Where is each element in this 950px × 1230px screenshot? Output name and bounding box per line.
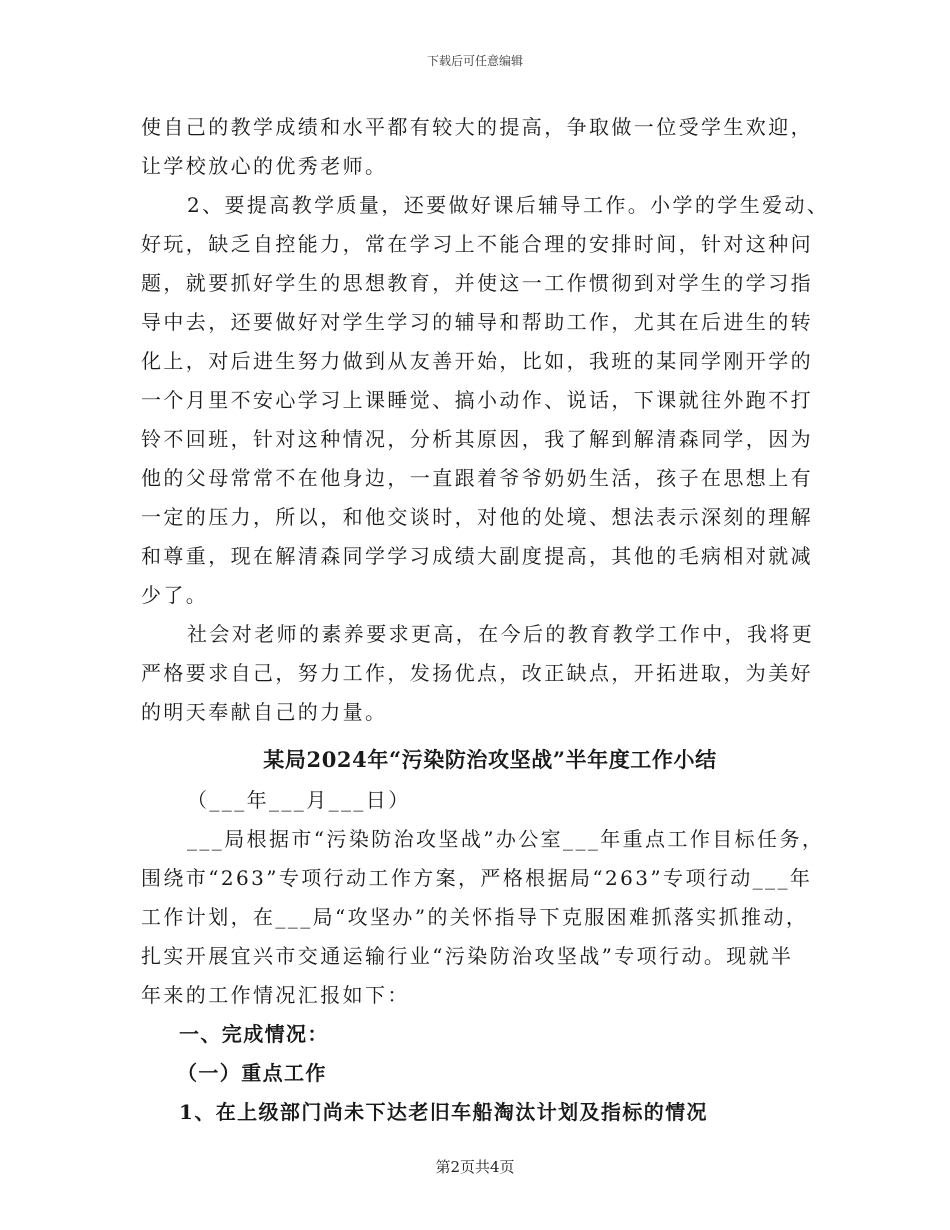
body-line: 他的父母常常不在他身边，一直跟着爷爷奶奶生活，孩子在思想上有 [141,466,813,490]
report-line: 工作计划，在___局“攻坚办”的关怀指导下克服困难抓落实抓推动， [141,905,809,929]
body-line: 使自己的教学成绩和水平都有较大的提高，争取做一位受学生欢迎， [141,115,813,139]
body-line: 铃不回班，针对这种情况，分析其原因，我了解到解清森同学，因为 [141,427,813,451]
body-line: 一个月里不安心学习上课睡觉、搞小动作、说话，下课就往外跑不打 [141,388,813,412]
report-line: 扎实开展宜兴市交通运输行业“污染防治攻坚战”专项行动。现就半 [141,944,794,968]
body-line: 少了。 [141,583,209,607]
document-title: 某局2024年“污染防治攻坚战”半年度工作小结 [263,747,717,772]
body-line: 导中去，还要做好对学生学习的辅导和帮助工作，尤其在后进生的转 [141,310,813,334]
report-line: 围绕市“263”专项行动工作方案，严格根据局“263”专项行动___年 [141,866,813,890]
subsection-heading: （一）重点工作 [177,1061,327,1085]
body-line: 题，就要抓好学生的思想教育，并使这一工作惯彻到对学生的学习指 [141,271,813,295]
body-line: 一定的压力，所以，和他交谈时，对他的处境、想法表示深刻的理解 [141,505,813,529]
report-line: ___局根据市“污染防治攻坚战”办公室___年重点工作目标任务， [187,827,825,851]
report-line: 年来的工作情况汇报如下： [141,983,410,1007]
item-heading: 1、在上级部门尚未下达老旧车船淘汰计划及指标的情况 [179,1100,708,1124]
document-body [141,108,830,1132]
body-line: 严格要求自己，努力工作，发扬优点，改正缺点，开拓进取，为美好 [141,661,813,685]
page-header: 下载后可任意编辑 [426,54,523,68]
body-line: 社会对老师的素养要求更高，在今后的教育教学工作中，我将更 [187,622,815,646]
body-line: 好玩，缺乏自控能力，常在学习上不能合理的安排时间，针对这种问 [141,232,813,256]
body-line: 和尊重，现在解清森同学学习成绩大副度提高，其他的毛病相对就减 [141,544,813,568]
body-line: 让学校放心的优秀老师。 [141,154,388,178]
page-footer: 第2页共4页 [435,1158,515,1176]
body-line: 2、要提高教学质量，还要做好课后辅导工作。小学的学生爱动、 [187,193,830,217]
body-line: 化上，对后进生努力做到从友善开始，比如，我班的某同学刚开学的 [141,349,813,373]
report-date-line: （___年___月___日） [187,788,411,812]
body-line: 的明天奉献自己的力量。 [141,700,388,724]
section-heading: 一、完成情况： [179,1022,329,1046]
